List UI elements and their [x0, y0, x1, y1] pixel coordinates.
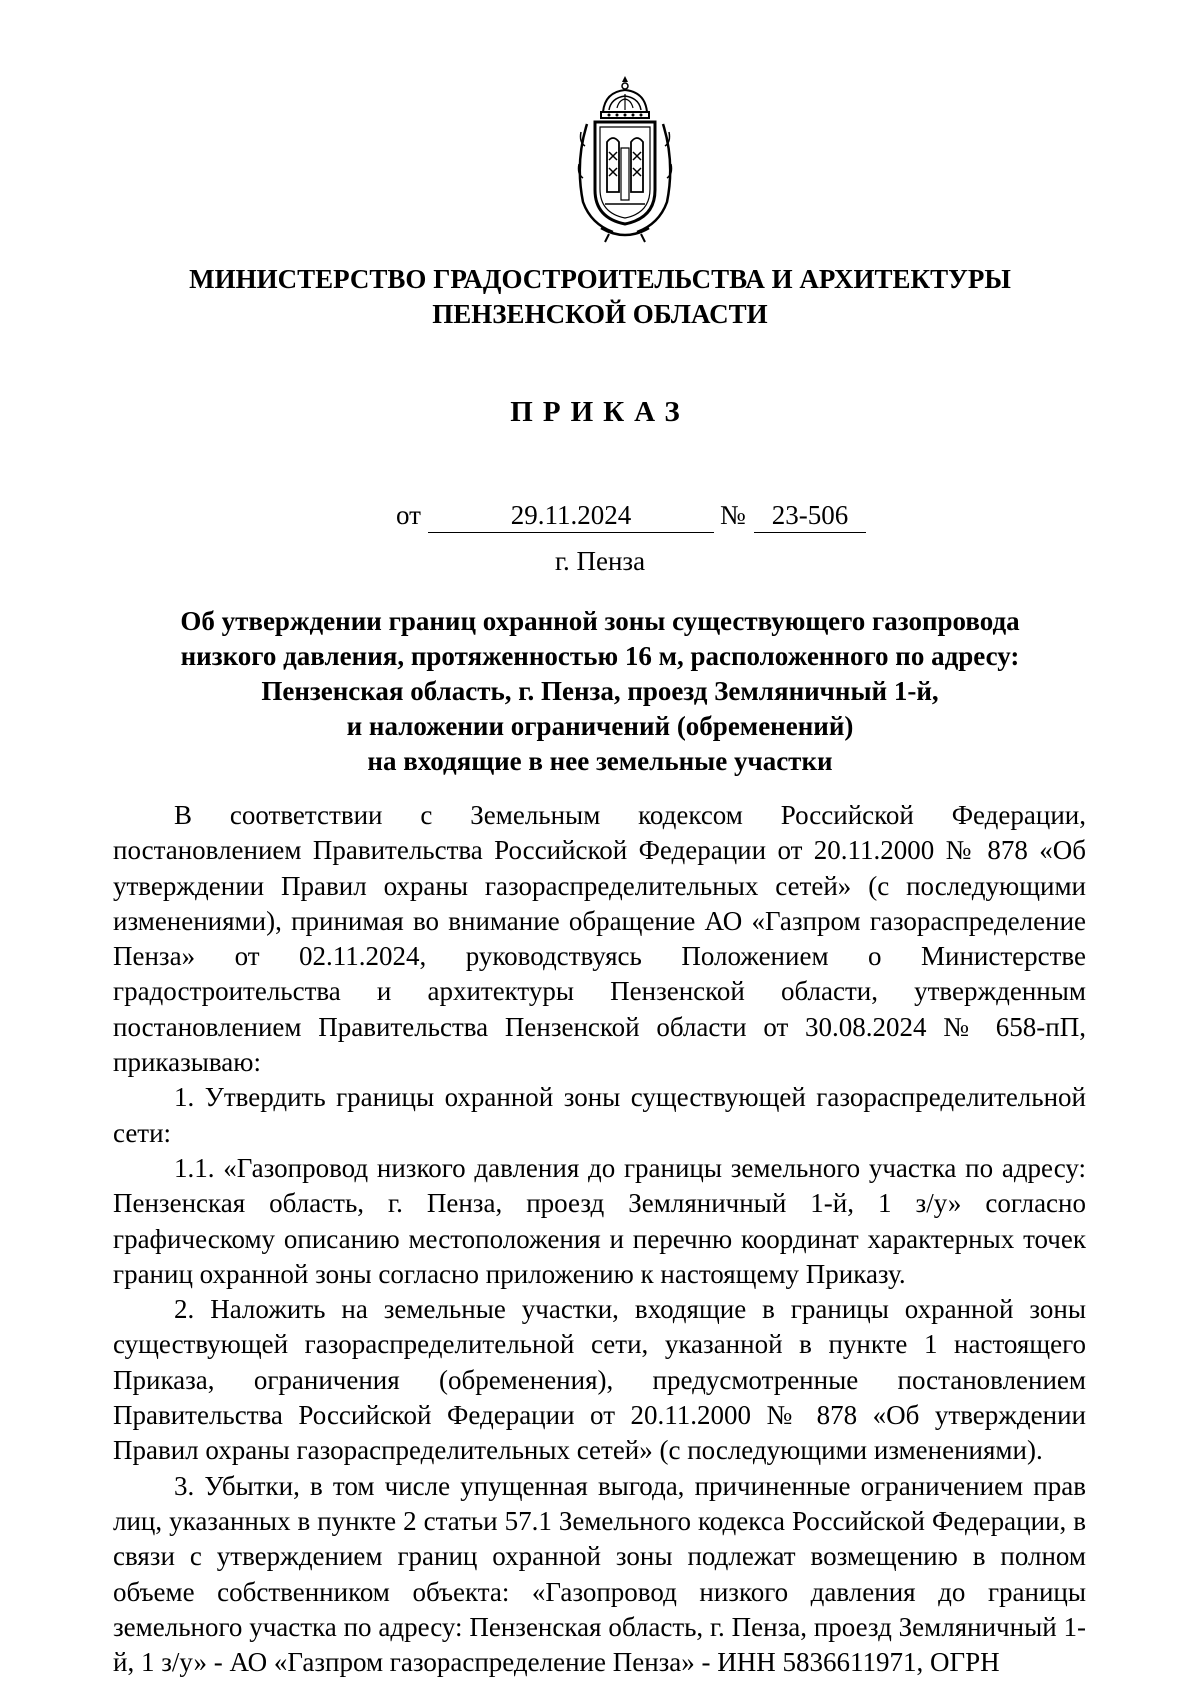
document-body — [113, 798, 1086, 1680]
subject-line-3: Пензенская область, г. Пенза, проезд Земляничный 1-й, — [261, 676, 939, 706]
date-label: от — [396, 500, 421, 530]
document-date: 29.11.2024 — [428, 500, 714, 533]
subject-line-1: Об утверждении границ охранной зоны существующего газопровода — [180, 606, 1020, 636]
preamble-paragraph: В соответствии с Земельным кодексом Российской Федерации, постановлением Правительства Российской Федерации от 20.11.2000 № 878 «Об утверждении Правил охраны газораспределительных сетей» (с последующими изменениями), принимая во внимание обращение АО «Газпром газораспределение Пенза» от 02.11.2024, руководствуясь Положением о Министерстве градостроительства и архитектуры Пензенской области, утвержденным постановлением Правительства Пензенской области от 30.08.2024 № 658-пП, приказываю: — [113, 800, 1086, 1078]
document-number: 23-506 — [754, 500, 866, 533]
city: г. Пенза — [554, 546, 646, 576]
subject-line-5: на входящие в нее земельные участки — [367, 746, 833, 776]
coat-of-arms-icon — [565, 72, 685, 244]
number-label: № — [720, 500, 746, 530]
ministry-line-1: МИНИСТЕРСТВО ГРАДОСТРОИТЕЛЬСТВА И АРХИТЕКТУРЫ — [189, 264, 1011, 294]
item-1-1-paragraph: 1.1. «Газопровод низкого давления до границы земельного участка по адресу: Пензенская область, г. Пенза, проезд Земляничный 1-й, 1 з/у» согласно графическому описанию местоположения и перечню координат характерных точек границ охранной зоны согласно приложению к настоящему Приказу. — [113, 1152, 1086, 1289]
document-subject — [100, 604, 1100, 779]
date-number-line — [0, 500, 1200, 536]
item-1-paragraph: 1. Утвердить границы охранной зоны существующей газораспределительной сети: — [113, 1082, 1086, 1148]
item-3-paragraph: 3. Убытки, в том числе упущенная выгода, причиненные ограничением прав лиц, указанных в пункте 2 статьи 57.1 Земельного кодекса Российской Федерации, в связи с утверждением границ охранной зоны подлежат возмещению в полном объеме собственником объекта: «Газопровод низкого давления до границы земельного участка по адресу: Пензенская область, г. Пенза, проезд Земляничный 1-й, 1 з/у» - АО «Газпром газораспределение Пенза» - ИНН 5836611971, ОГРН — [113, 1470, 1086, 1678]
document-type: ПРИКАЗ — [510, 396, 690, 428]
ministry-name — [100, 262, 1100, 332]
subject-line-2: низкого давления, протяженностью 16 м, расположенного по адресу: — [180, 641, 1020, 671]
subject-line-4: и наложении ограничений (обременений) — [346, 711, 854, 741]
ministry-line-2: ПЕНЗЕНСКОЙ ОБЛАСТИ — [432, 299, 768, 329]
item-2-paragraph: 2. Наложить на земельные участки, входящие в границы охранной зоны существующей газораспределительной сети, указанной в пункте 1 настоящего Приказа, ограничения (обременения), предусмотренные постановлением Правительства Российской Федерации от 20.11.2000 № 878 «Об утверждении Правил охраны газораспределительных сетей» (с последующими изменениями). — [113, 1294, 1086, 1466]
